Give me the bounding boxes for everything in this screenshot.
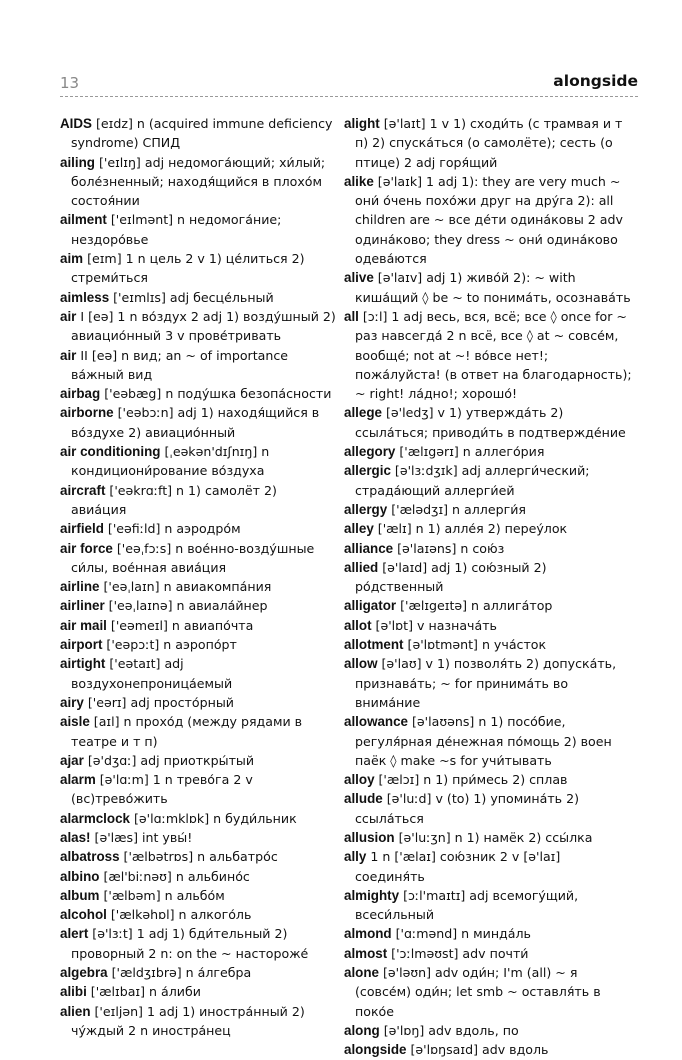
headword: alone [344,965,379,981]
headword: almighty [344,887,400,903]
entry-definition: [ə'lɜːdʒɪk] adj аллерги́ческий; страда́ющий аллерги́ей [355,463,590,498]
headword: aimless [60,289,110,305]
entry-definition: [ɔːl] 1 adj весь, вся, всё; все ◊ once for ~ раз навсегда́ 2 n всё, все ◊ at ~ совсе́м, вообще́; not at ~! во́все нет!; пожа́луйста! (в ответ на благодарность); ~ right! ла́дно!; хорошо́! [355,308,632,402]
headword: alongside [344,1042,407,1058]
entry-definition: [aɪl] n прохо́д (между рядами в театре и т п) [71,714,303,749]
dictionary-entry [60,924,336,963]
headword: airport [60,637,103,653]
headword: alley [344,521,374,537]
entry-definition: [eɪm] 1 n цель 2 v 1) це́литься 2) стреми́ться [71,251,305,286]
dictionary-entry [344,172,632,268]
entry-definition: [ɔːl'maɪtɪ] adj всемогу́щий, всеси́льный [355,887,579,923]
dictionary-entry [344,461,632,500]
dictionary-entry [60,867,336,886]
entry-definition: ['ælɪbaɪ] n а́либи [86,984,201,1000]
entry-definition: [ə'lɒtmənt] n уча́сток [403,637,547,653]
dictionary-entry [60,1002,336,1041]
running-head: alongside [553,72,638,90]
headword: ailing [60,154,95,170]
headword: air mail [60,617,107,633]
headword: algebra [60,965,108,981]
headword: alike [344,173,374,189]
dictionary-entry [60,828,336,847]
dictionary-entry [60,693,336,712]
dictionary-entry [60,712,336,751]
dictionary-entry [60,886,336,905]
dictionary-entry [344,635,632,654]
entry-definition: ['eɪlmənt] n недомога́ние; нездоро́вье [71,212,282,247]
entry-definition: ['ɑːmənd] n минда́ль [391,926,531,942]
headword: ally [344,849,367,865]
dictionary-entry [344,770,632,789]
headword: airbag [60,386,101,402]
entry-definition: ['ɔːlməʊst] adv почти́ [387,945,529,961]
entry-definition: ['eəˌlaɪn] n авиакомпа́ния [99,579,272,595]
dictionary-entry [344,712,632,770]
entry-definition: II [eə] n вид; an ~ of importance ва́жный вид [71,347,289,382]
entry-definition: ['ælɪgeɪtə] n аллига́тор [396,598,553,614]
entry-definition: I [eə] 1 n во́здух 2 adj 1) возду́шный 2) авиацио́нный 3 v прове́тривать [71,308,336,344]
dictionary-entry [60,346,336,385]
headword: allow [344,656,378,672]
headword: alarmclock [60,810,130,826]
headword: ajar [60,752,84,768]
dictionary-entry [60,153,336,211]
headword: albatross [60,849,120,865]
headword: alcohol [60,907,107,923]
entry-definition: [ə'lɒŋsaɪd] adv вдоль [406,1042,549,1058]
entry-definition: [ə'luːʒn] n 1) намёк 2) ссы́лка [394,829,593,845]
entry-definition: ['eəfiːld] n аэродро́м [103,521,241,537]
dictionary-entry [60,249,336,288]
dictionary-entry [60,384,336,403]
headword: airy [60,694,84,710]
entry-definition: ['eəkrɑːft] n 1) самолёт 2) авиа́ция [71,482,277,517]
dictionary-entry [344,616,632,635]
dictionary-entry [60,114,336,153]
headword: alibi [60,984,87,1000]
headword: allergy [344,501,388,517]
entry-definition: [ə'laɪt] 1 v 1) сходи́ть (с трамвая и т п) 2) спуска́ться (о самолёте); сесть (о птице) 2 adj горя́щий [355,116,623,170]
headword: allusion [344,829,395,845]
dictionary-entry [60,635,336,654]
entry-definition: [ə'laɪk] 1 adj 1): they are very much ~ они́ о́чень похо́жи друг на дру́га 2): all children are ~ все де́ти одина́ковы 2 adv одина́ково; they dress ~ они́ одина́ково одева́ются [355,173,623,267]
dictionary-entry [60,905,336,924]
headword: airfield [60,521,104,537]
entry-definition: [ə'luːd] v (to) 1) упомина́ть 2) ссыла́ться [355,791,580,826]
dictionary-entry [344,1040,632,1059]
headword: AIDS [60,116,92,131]
dictionary-entry [344,847,632,886]
headword: aircraft [60,482,106,498]
headword: air conditioning [60,444,161,460]
entry-definition: ['eəbɔːn] adj 1) находя́щийся в во́здухе 2) авиацио́нный [71,405,320,440]
dictionary-entry [344,268,632,307]
dictionary-entry [60,288,336,307]
headword: airborne [60,405,114,421]
headword: alliance [344,540,394,556]
dictionary-entry [344,924,632,943]
page-header [60,72,638,94]
dictionary-entry [60,982,336,1001]
headword: aim [60,251,84,267]
dictionary-entry [60,307,336,346]
dictionary-entry [344,403,632,442]
dictionary-entry [60,963,336,982]
dictionary-entry [344,442,632,461]
headword: allegory [344,444,396,460]
dictionary-entry [60,481,336,520]
entry-definition: [ə'ləʊn] adv оди́н; I'm (all) ~ я (совсе́м) оди́н; let smb ~ оставля́ть в поко́е [355,965,601,1019]
headword: almond [344,926,392,942]
entry-definition: 1 n ['ælaɪ] сою́зник 2 v [ə'laɪ] соединя́ть [355,849,561,884]
dictionary-entry [60,442,336,481]
headword: alive [344,270,374,286]
dictionary-entry [60,403,336,442]
entry-definition: ['ælkəhɒl] n алкого́ль [106,907,252,923]
dictionary-entry [344,789,632,828]
entry-definition: [ə'laɪəns] n сою́з [393,540,505,556]
headword: air force [60,540,113,556]
headword: allude [344,791,383,807]
entry-definition: [ə'ledʒ] v 1) утвержда́ть 2) ссыла́ться; приводи́ть в подтвержде́ние [355,405,626,440]
dictionary-entry [344,558,632,597]
entry-definition: [ə'laʊ] v 1) позволя́ть 2) допуска́ть, признава́ть; ~ for принима́ть во внима́ние [355,656,617,710]
left-column [60,114,336,1040]
dictionary-entry [60,210,336,249]
dictionary-entry [344,519,632,538]
dictionary-entry [60,616,336,635]
dictionary-entry [60,847,336,866]
entry-definition: [ə'laʊəns] n 1) посо́бие, регуля́рная де́нежная по́мощь 2) воен паёк ◊ make ~s for учи́тывать [355,714,612,768]
headword: airtight [60,656,106,672]
dictionary-entry [344,963,632,1021]
dictionary-entry [344,307,632,403]
entry-definition: [æl'biːnəʊ] n альбино́с [99,868,250,884]
headword: alert [60,926,89,942]
headword: allowance [344,714,409,730]
entry-definition: ['ælbəm] n альбо́м [99,887,225,903]
dictionary-entry [344,828,632,847]
entry-definition: [ˌeəkən'dɪʃnɪŋ] n кондициони́рование во́здуха [71,444,270,479]
headword: alligator [344,598,397,614]
entry-definition: [ə'lɑːm] 1 n трево́га 2 v (вс)трево́жить [71,772,253,807]
entry-definition: ['eətaɪt] adj воздухонепроница́емый [71,656,233,691]
dictionary-entry [60,751,336,770]
entry-definition: [ə'lɜːt] 1 adj 1) бди́тельный 2) проворный 2 n: on the ~ настороже́ [71,926,309,961]
headword: allot [344,617,372,633]
entry-definition: [eɪdz] n (acquired immune deficiency syndrome) СПИД [71,116,333,151]
dictionary-entry [344,500,632,519]
dictionary-entry [60,770,336,809]
entry-definition: ['eəbæg] n поду́шка безопа́сности [100,386,332,402]
entry-definition: ['ælɪgərɪ] n аллего́рия [395,444,545,460]
dictionary-entry [60,809,336,828]
entry-definition: [ə'laɪd] adj 1) сою́зный 2) ро́дственный [355,559,547,595]
headword: air [60,347,77,363]
entry-definition: ['ælbətrɒs] n альбатро́с [119,849,278,865]
page-number: 13 [60,74,80,92]
headword: airline [60,579,100,595]
dictionary-entry [344,114,632,172]
entry-definition: [ə'laɪv] adj 1) живо́й 2): ~ with киша́щий ◊ be ~ to понима́ть, осознава́ть [355,270,631,305]
headword: alight [344,116,380,131]
headword: allege [344,405,382,421]
dictionary-entry [60,654,336,693]
entry-definition: [ə'læs] int увы́! [90,829,193,845]
headword: allied [344,559,379,575]
dictionary-entry [60,539,336,578]
entry-definition: ['eəpɔːt] n аэропо́рт [102,637,237,653]
headword: allotment [344,637,404,653]
header-rule [60,96,638,97]
entry-definition: [ə'lɑːmklɒk] n буди́льник [129,810,297,826]
dictionary-entry [344,654,632,712]
headword: alas! [60,829,91,845]
headword: aisle [60,714,90,730]
entry-definition: ['eɪlɪŋ] adj недомога́ющий; хи́лый; боле́зненный; находя́щийся в плохо́м состоя́нии [71,154,326,209]
entry-definition: ['eɪmlɪs] adj бесце́льный [109,289,274,305]
dictionary-entry [344,886,632,925]
dictionary-entry [60,519,336,538]
entry-definition: ['ælədʒɪ] n аллерги́я [387,501,526,517]
headword: along [344,1022,380,1038]
entry-definition: ['ælɔɪ] n 1) при́месь 2) сплав [374,772,568,788]
headword: ailment [60,212,107,228]
dictionary-entry [344,539,632,558]
headword: alarm [60,772,96,788]
dictionary-entry [60,596,336,615]
entry-definition: [ə'lɒŋ] adv вдоль, по [379,1022,519,1038]
headword: airliner [60,598,105,614]
right-column [344,114,632,1060]
entry-definition: ['eəˌlaɪnə] n авиала́йнер [104,598,268,614]
entry-definition: ['eɪljən] 1 adj 1) иностра́нный 2) чу́ждый 2 n иностра́нец [71,1003,305,1038]
dictionary-entry [344,944,632,963]
headword: air [60,308,77,324]
entry-definition: [ə'dʒɑː] adj приоткры́тый [83,752,255,768]
dictionary-entry [344,596,632,615]
dictionary-entry [60,577,336,596]
entry-definition: ['eərɪ] adj просто́рный [83,694,234,710]
entry-definition: [ə'lɒt] v назнача́ть [371,617,497,633]
dictionary-entry [344,1021,632,1040]
entry-definition: ['eəˌfɔːs] n вое́нно-возду́шные си́лы, вое́нная авиа́ция [71,540,315,575]
headword: allergic [344,463,391,479]
headword: alloy [344,772,375,788]
headword: alien [60,1003,91,1019]
entry-definition: ['ældʒɪbrə] n а́лгебра [107,965,252,981]
headword: albino [60,868,100,884]
headword: all [344,308,359,324]
entry-definition: ['eəmeɪl] n авиапо́чта [106,617,254,633]
headword: almost [344,945,388,961]
entry-definition: ['ælɪ] n 1) алле́я 2) переу́лок [373,521,568,537]
headword: album [60,887,100,903]
